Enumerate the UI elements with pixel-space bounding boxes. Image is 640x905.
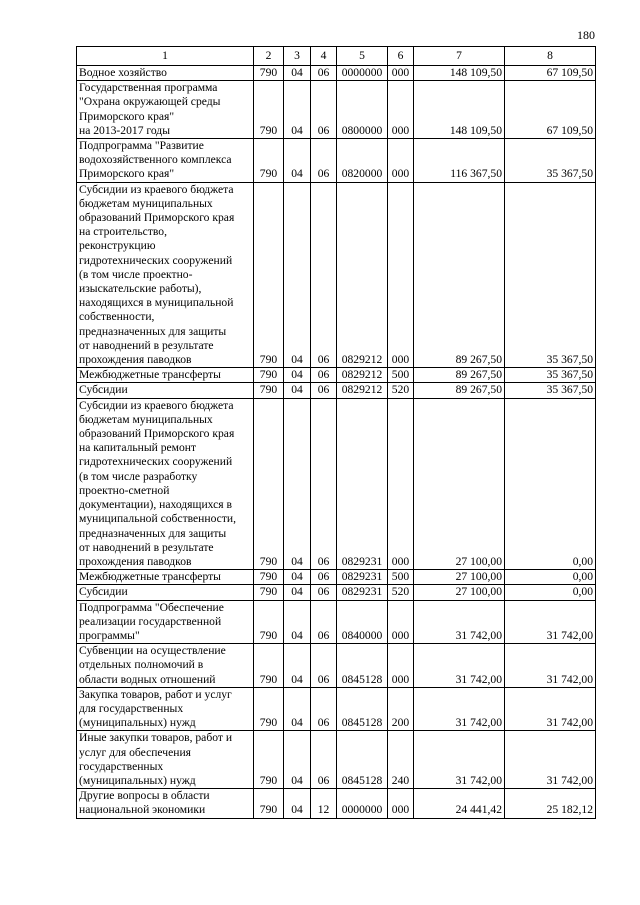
expense-type-cell: 000	[388, 644, 414, 688]
target-article-cell: 0845128	[337, 687, 388, 731]
expense-type-cell: 520	[388, 383, 414, 398]
amount-cell: 89 267,50	[414, 368, 505, 383]
amount-cell: 0,00	[505, 570, 596, 585]
amount-cell: 67 109,50	[505, 81, 596, 139]
target-article-cell: 0000000	[337, 789, 388, 818]
expense-type-cell: 200	[388, 687, 414, 731]
amount-cell: 89 267,50	[414, 383, 505, 398]
subsection-cell: 06	[311, 644, 337, 688]
item-name-cell: Закупка товаров, работ и услуг для государственных (муниципальных) нужд	[77, 687, 254, 731]
subsection-cell: 06	[311, 585, 337, 600]
subsection-cell: 06	[311, 731, 337, 789]
table-row	[77, 368, 596, 383]
amount-cell: 31 742,00	[414, 600, 505, 644]
subsection-cell: 06	[311, 139, 337, 183]
item-name-cell: Субсидии из краевого бюджета бюджетам муниципальных образований Приморского края на капитальный ремонт гидротехнических сооружений (в том числе разработку проектно-сметной документации), находящихся в муниципальной собственности, предназначенных для защиты от наводнений в результате прохождения паводков	[77, 398, 254, 569]
code-cell: 790	[254, 383, 284, 398]
code-cell: 790	[254, 789, 284, 818]
code-cell: 790	[254, 570, 284, 585]
item-name-cell: Водное хозяйство	[77, 66, 254, 81]
section-cell: 04	[284, 139, 311, 183]
amount-cell: 31 742,00	[505, 687, 596, 731]
section-cell: 04	[284, 789, 311, 818]
section-cell: 04	[284, 585, 311, 600]
item-name-cell: Субвенции на осуществление отдельных полномочий в области водных отношений	[77, 644, 254, 688]
code-cell: 790	[254, 585, 284, 600]
target-article-cell: 0820000	[337, 139, 388, 183]
subsection-cell: 06	[311, 687, 337, 731]
subsection-cell: 06	[311, 81, 337, 139]
amount-cell: 35 367,50	[505, 383, 596, 398]
table-row	[77, 600, 596, 644]
item-name-cell: Подпрограмма "Обеспечение реализации государственной программы"	[77, 600, 254, 644]
header-cell: 1	[77, 47, 254, 66]
amount-cell: 27 100,00	[414, 398, 505, 569]
amount-cell: 25 182,12	[505, 789, 596, 818]
expense-type-cell: 000	[388, 789, 414, 818]
section-cell: 04	[284, 66, 311, 81]
amount-cell: 27 100,00	[414, 570, 505, 585]
expense-type-cell: 520	[388, 585, 414, 600]
target-article-cell: 0000000	[337, 66, 388, 81]
amount-cell: 31 742,00	[505, 600, 596, 644]
header-cell: 8	[505, 47, 596, 66]
code-cell: 790	[254, 687, 284, 731]
subsection-cell: 06	[311, 570, 337, 585]
expense-type-cell: 000	[388, 600, 414, 644]
amount-cell: 27 100,00	[414, 585, 505, 600]
code-cell: 790	[254, 66, 284, 81]
item-name-cell: Иные закупки товаров, работ и услуг для обеспечения государственных (муниципальных) нужд	[77, 731, 254, 789]
target-article-cell: 0829212	[337, 368, 388, 383]
expense-type-cell: 500	[388, 570, 414, 585]
table-row	[77, 182, 596, 368]
amount-cell: 67 109,50	[505, 66, 596, 81]
section-cell: 04	[284, 600, 311, 644]
item-name-cell: Субсидии из краевого бюджета бюджетам муниципальных образований Приморского края на строительство, реконструкцию гидротехнических сооружений (в том числе проектно- изыскательские работы), находящихся в муниципальной собственности, предназначенных для защиты от наводнений в результате прохождения паводков	[77, 182, 254, 368]
amount-cell: 116 367,50	[414, 139, 505, 183]
amount-cell: 31 742,00	[414, 731, 505, 789]
subsection-cell: 06	[311, 600, 337, 644]
section-cell: 04	[284, 383, 311, 398]
amount-cell: 148 109,50	[414, 81, 505, 139]
header-cell: 3	[284, 47, 311, 66]
amount-cell: 35 367,50	[505, 139, 596, 183]
header-cell: 2	[254, 47, 284, 66]
expense-type-cell: 500	[388, 368, 414, 383]
expense-type-cell: 000	[388, 66, 414, 81]
table-row	[77, 383, 596, 398]
table-row	[77, 66, 596, 81]
amount-cell: 89 267,50	[414, 182, 505, 368]
header-cell: 7	[414, 47, 505, 66]
subsection-cell: 06	[311, 368, 337, 383]
amount-cell: 35 367,50	[505, 368, 596, 383]
table-row	[77, 398, 596, 569]
section-cell: 04	[284, 182, 311, 368]
code-cell: 790	[254, 182, 284, 368]
table-row	[77, 139, 596, 183]
expense-type-cell: 000	[388, 182, 414, 368]
header-cell: 5	[337, 47, 388, 66]
header-cell: 6	[388, 47, 414, 66]
item-name-cell: Межбюджетные трансферты	[77, 368, 254, 383]
item-name-cell: Субсидии	[77, 383, 254, 398]
table-row	[77, 81, 596, 139]
subsection-cell: 06	[311, 182, 337, 368]
amount-cell: 31 742,00	[414, 644, 505, 688]
code-cell: 790	[254, 368, 284, 383]
section-cell: 04	[284, 687, 311, 731]
section-cell: 04	[284, 81, 311, 139]
target-article-cell: 0829212	[337, 383, 388, 398]
amount-cell: 35 367,50	[505, 182, 596, 368]
item-name-cell: Межбюджетные трансферты	[77, 570, 254, 585]
item-name-cell: Субсидии	[77, 585, 254, 600]
amount-cell: 31 742,00	[414, 687, 505, 731]
expense-type-cell: 000	[388, 139, 414, 183]
table-row	[77, 687, 596, 731]
target-article-cell: 0829231	[337, 398, 388, 569]
amount-cell: 148 109,50	[414, 66, 505, 81]
table-row	[77, 644, 596, 688]
expense-type-cell: 000	[388, 81, 414, 139]
section-cell: 04	[284, 731, 311, 789]
target-article-cell: 0829212	[337, 182, 388, 368]
subsection-cell: 06	[311, 66, 337, 81]
code-cell: 790	[254, 139, 284, 183]
target-article-cell: 0845128	[337, 644, 388, 688]
code-cell: 790	[254, 81, 284, 139]
target-article-cell: 0845128	[337, 731, 388, 789]
code-cell: 790	[254, 398, 284, 569]
page-number: 180	[577, 28, 595, 42]
amount-cell: 24 441,42	[414, 789, 505, 818]
amount-cell: 31 742,00	[505, 644, 596, 688]
subsection-cell: 12	[311, 789, 337, 818]
target-article-cell: 0829231	[337, 585, 388, 600]
header-row	[77, 47, 596, 66]
header-cell: 4	[311, 47, 337, 66]
amount-cell: 0,00	[505, 398, 596, 569]
code-cell: 790	[254, 600, 284, 644]
code-cell: 790	[254, 731, 284, 789]
budget-table	[76, 46, 596, 819]
target-article-cell: 0800000	[337, 81, 388, 139]
expense-type-cell: 240	[388, 731, 414, 789]
item-name-cell: Подпрограмма "Развитие водохозяйственного комплекса Приморского края"	[77, 139, 254, 183]
amount-cell: 0,00	[505, 585, 596, 600]
section-cell: 04	[284, 644, 311, 688]
target-article-cell: 0829231	[337, 570, 388, 585]
amount-cell: 31 742,00	[505, 731, 596, 789]
table-row	[77, 789, 596, 818]
table-row	[77, 570, 596, 585]
item-name-cell: Государственная программа "Охрана окружающей среды Приморского края" на 2013-2017 годы	[77, 81, 254, 139]
table-row	[77, 585, 596, 600]
section-cell: 04	[284, 398, 311, 569]
table-row	[77, 731, 596, 789]
section-cell: 04	[284, 368, 311, 383]
target-article-cell: 0840000	[337, 600, 388, 644]
subsection-cell: 06	[311, 383, 337, 398]
subsection-cell: 06	[311, 398, 337, 569]
expense-type-cell: 000	[388, 398, 414, 569]
section-cell: 04	[284, 570, 311, 585]
code-cell: 790	[254, 644, 284, 688]
item-name-cell: Другие вопросы в области национальной экономики	[77, 789, 254, 818]
